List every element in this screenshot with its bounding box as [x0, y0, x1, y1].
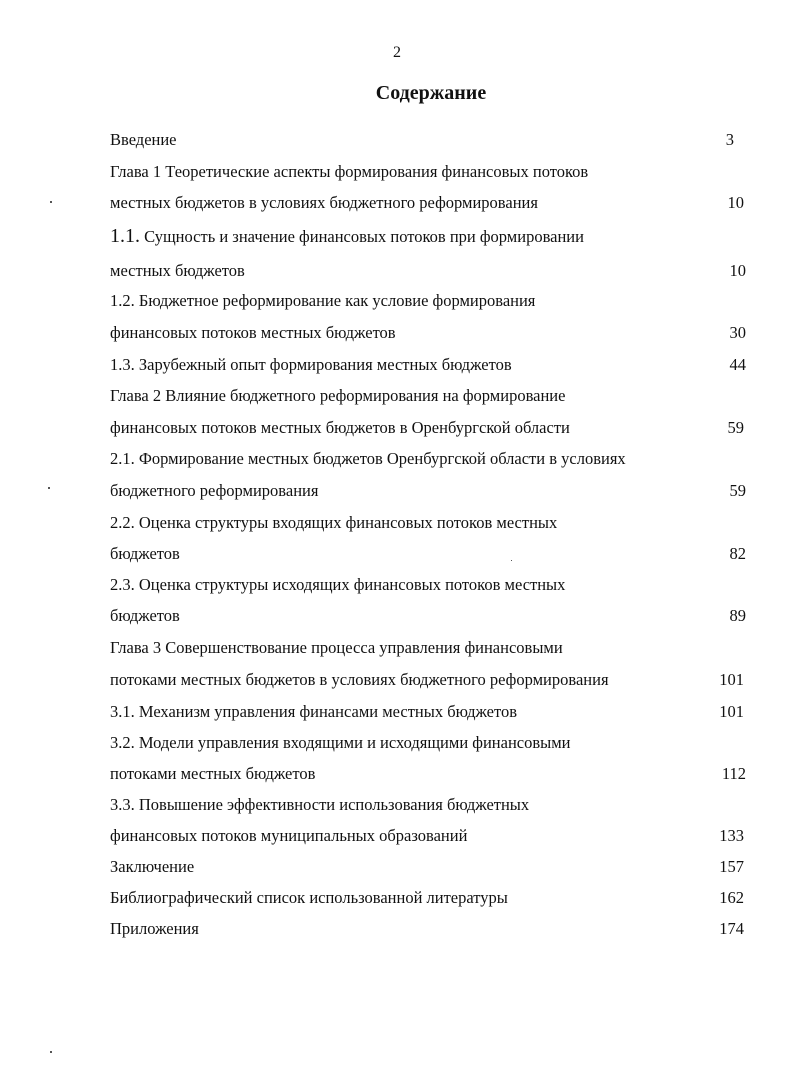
- toc-entry-line: Библиографический список использованной литературы: [110, 888, 508, 907]
- toc-page-number: 89: [729, 606, 746, 625]
- toc-entry-line: Заключение: [110, 857, 195, 876]
- toc-section-number: 1.1.: [110, 225, 140, 247]
- toc-entry-line: 2.2. Оценка структуры входящих финансовых потоков местных: [110, 513, 558, 532]
- scan-speck: [50, 201, 52, 203]
- toc-entry-line: 1.3. Зарубежный опыт формирования местных бюджетов: [110, 355, 512, 374]
- toc-page-number: 133: [719, 826, 744, 845]
- scan-speck: [511, 560, 512, 561]
- toc-page-number: 157: [719, 857, 744, 876]
- toc-page-number: 30: [729, 323, 746, 342]
- toc-entry-line: местных бюджетов в условиях бюджетного реформирования: [110, 193, 538, 212]
- toc-page-number: 101: [719, 670, 744, 689]
- page-number: 2: [393, 44, 401, 61]
- toc-entry-line: потоками местных бюджетов: [110, 764, 316, 783]
- toc-page-number: 112: [721, 764, 746, 783]
- toc-page-number: 82: [729, 544, 746, 563]
- toc-entry-line: финансовых потоков муниципальных образований: [110, 826, 468, 845]
- toc-entry-line: Приложения: [110, 919, 199, 938]
- toc-entry-line: [110, 225, 584, 248]
- toc-entry-text: Сущность и значение финансовых потоков при формировании: [144, 227, 584, 246]
- toc-entry-line: бюджетов: [110, 544, 180, 563]
- toc-page-number: 101: [719, 702, 744, 721]
- scan-speck: [50, 1051, 52, 1053]
- toc-page-number: 44: [729, 355, 746, 374]
- toc-page-number: 10: [729, 261, 746, 280]
- toc-page-number: 3: [725, 130, 734, 149]
- toc-page-number: 10: [727, 193, 744, 212]
- toc-entry-line: 2.1. Формирование местных бюджетов Оренбургской области в условиях: [110, 449, 626, 468]
- toc-entry-line: бюджетов: [110, 606, 180, 625]
- toc-entry-line: потоками местных бюджетов в условиях бюджетного реформирования: [110, 670, 609, 689]
- toc-entry-line: Глава 3 Совершенствование процесса управления финансовыми: [110, 638, 563, 657]
- toc-page-number: 162: [719, 888, 744, 907]
- toc-entry-line: Введение: [110, 130, 177, 149]
- toc-entry-line: 3.2. Модели управления входящими и исходящими финансовыми: [110, 733, 571, 752]
- toc-entry-line: финансовых потоков местных бюджетов в Оренбургской области: [110, 418, 570, 437]
- scan-speck: [48, 487, 50, 489]
- toc-entry-line: местных бюджетов: [110, 261, 245, 280]
- toc-page-number: 59: [727, 418, 744, 437]
- toc-entry-line: финансовых потоков местных бюджетов: [110, 323, 396, 342]
- page-title: Содержание: [375, 82, 487, 104]
- toc-entry-line: 1.2. Бюджетное реформирование как условие формирования: [110, 291, 536, 310]
- toc-entry-line: 2.3. Оценка структуры исходящих финансовых потоков местных: [110, 575, 566, 594]
- toc-entry-line: бюджетного реформирования: [110, 481, 319, 500]
- toc-entry-line: 3.3. Повышение эффективности использования бюджетных: [110, 795, 530, 814]
- toc-entry-line: 3.1. Механизм управления финансами местных бюджетов: [110, 702, 518, 721]
- toc-entry-line: Глава 2 Влияние бюджетного реформирования на формирование: [110, 386, 566, 405]
- toc-entry-line: Глава 1 Теоретические аспекты формирования финансовых потоков: [110, 162, 589, 181]
- toc-page-number: 174: [719, 919, 744, 938]
- toc-page-number: 59: [729, 481, 746, 500]
